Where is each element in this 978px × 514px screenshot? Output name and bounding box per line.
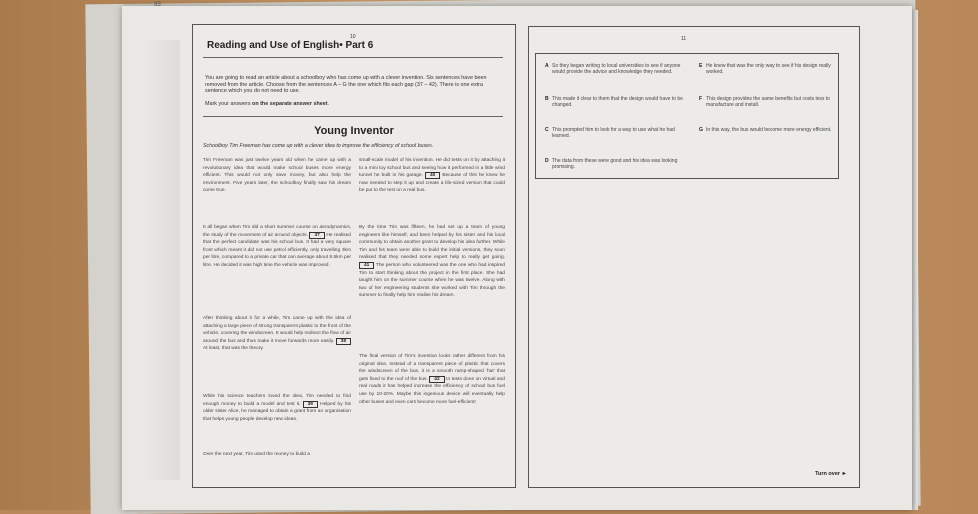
page-number-left: 10 (350, 34, 356, 40)
option-text: So they began writing to local universities to see if anyone would provide the advice and knowledge they needed. (552, 63, 681, 75)
option-letter: G (699, 127, 703, 133)
instructions: You are going to read an article about a schoolboy who has come up with a clever invention. Six sentences have been removed from the article. Choose from the sentences A – G the one which fits each gap (37 – 42). There is one extra sentence which you do not need to use. (205, 75, 487, 95)
article-paragraph (359, 224, 505, 300)
option-f (699, 96, 834, 108)
option-letter: C (545, 127, 549, 133)
gap-39: 39 (303, 401, 318, 408)
gap-37: 37 (309, 232, 324, 239)
instructions-rule (203, 116, 503, 117)
heading-part: Part 6 (345, 40, 374, 51)
paragraph-text: Helped by his older sister Alice, he managed to obtain a grant from an organisation that helps young people develop new ideas. (203, 401, 351, 422)
paragraph-text: At least, that was the theory. (203, 346, 264, 352)
option-e (699, 63, 834, 75)
paragraph-text: small-scale model of his invention. He did tests on it by attaching it to a mini toy school bus and seeing how it performed in a little wind tunnel he built in his garage. (359, 158, 505, 179)
gap-41: 41 (359, 262, 374, 269)
option-text: In this way, the bus would become more energy efficient. (706, 127, 832, 133)
heading-bullet: • (339, 40, 346, 51)
turn-over-label: Turn over ► (815, 471, 847, 477)
option-text: This prompted him to look for a way to use what he had learned. (552, 127, 675, 139)
paragraph-text: In tests done on virtual and real roads it has helped increase the efficiency of school bus fuel use by 10-20%. Maybe this ingenious device will eventually help other buses and even cars become more fuel-efficient! (359, 376, 505, 405)
option-letter: A (545, 63, 549, 69)
mark-prefix: Mark your answers (205, 101, 251, 107)
option-text: The data from these were good and his idea was looking promising. (552, 158, 678, 170)
article-paragraph (203, 393, 351, 423)
right-page (528, 26, 860, 488)
paragraph-text: The final version of Tim's invention looks rather different from his original idea. Instead of a transparent piece of plastic that covers the windscreen of the bus, it is a smooth ramp-shaped 'hat' that gets fixed to the roof of the bus. (359, 354, 505, 382)
option-c (545, 127, 690, 139)
option-b (545, 96, 690, 108)
article-paragraph (203, 224, 351, 270)
left-page (192, 24, 516, 488)
option-letter: E (699, 63, 703, 69)
page-number-right: 11 (681, 36, 687, 42)
gap-40: 40 (425, 172, 440, 179)
article-paragraph (203, 315, 351, 353)
article-title: Young Inventor (314, 125, 394, 137)
section-heading (207, 40, 373, 51)
paragraph-text: Because of this he knew he now needed to step it up and create a life-sized version that could be put to the test on a real bus. (359, 173, 505, 194)
mark-bold: on the separate answer sheet (252, 101, 328, 107)
option-g (699, 127, 834, 133)
paragraph-text: He realised that the perfect candidate was his school bus. It had a very square front which meant it did not use petrol efficiently, only travelling 3km per litre, compared to a private car that can average about 8.5km per litre. He decided it was high time the vehicle was improved. (203, 232, 351, 268)
article-paragraph: Over the next year, Tim used the money to build a (203, 452, 310, 457)
page-fold-shadow (146, 40, 180, 480)
option-letter: F (699, 96, 703, 102)
options-box (535, 53, 839, 179)
answer-sheet-note (205, 101, 501, 108)
paragraph-text: After thinking about it for a while, Tim came up with the idea of attaching a large piece of strong transparent plastic to the front of the vehicle, covering the windscreen. It would help redirect the flow of air around the bus and thus make it move forwards more easily. (203, 316, 351, 344)
option-a (545, 63, 690, 75)
heading-rule (203, 57, 503, 58)
gap-42: 42 (429, 376, 444, 383)
paragraph-text: The person who volunteered was the one who had inspired Tim to start thinking about the project in the first place. She had taught him on the summer course when he was twelve. Along with two of her engineering students she worked with Tim through the summer to finally help him realise his dream. (359, 262, 505, 299)
option-text: This made it clear to them that the design would have to be changed. (552, 96, 683, 108)
corner-mark: 95 (154, 2, 161, 8)
gap-38: 38 (336, 338, 351, 345)
option-letter: D (545, 158, 549, 164)
article-subtitle: Schoolboy Tim Freeman has come up with a clever idea to improve the efficiency of school buses. (203, 143, 434, 149)
mark-suffix: . (327, 101, 330, 107)
option-text: He knew that was the only way to see if his design really worked. (706, 63, 831, 75)
heading-text: Reading and Use of English (207, 40, 340, 51)
paragraph-text: While his science teachers loved the idea, Tim needed to find enough money to build a model and test it. (203, 394, 351, 407)
option-letter: B (545, 96, 549, 102)
paragraph-text: By the time Tim was fifteen, he had set up a team of young engineers like himself, and been helped by his sister and his local community to obtain another grant to develop his idea further. While Tim and his team were able to build the initial versions, they soon realised that they needed some expert help to really get going. (359, 225, 505, 261)
article-paragraph: Tim Freeman was just twelve years old when he came up with a revolutionary idea that would make school buses more energy efficient. This would not only save money, but also help the environment. Five years later, the schoolboy finally saw his dream come true. (203, 158, 351, 194)
option-text: This design provides the same benefits but costs less to manufacture and install. (706, 96, 830, 108)
article-paragraph (359, 157, 505, 195)
article-paragraph (359, 353, 505, 406)
option-d (545, 158, 690, 170)
paragraph-text: It all began when Tim did a short summer course on aerodynamics, the study of the movement of air around objects. (203, 225, 351, 238)
